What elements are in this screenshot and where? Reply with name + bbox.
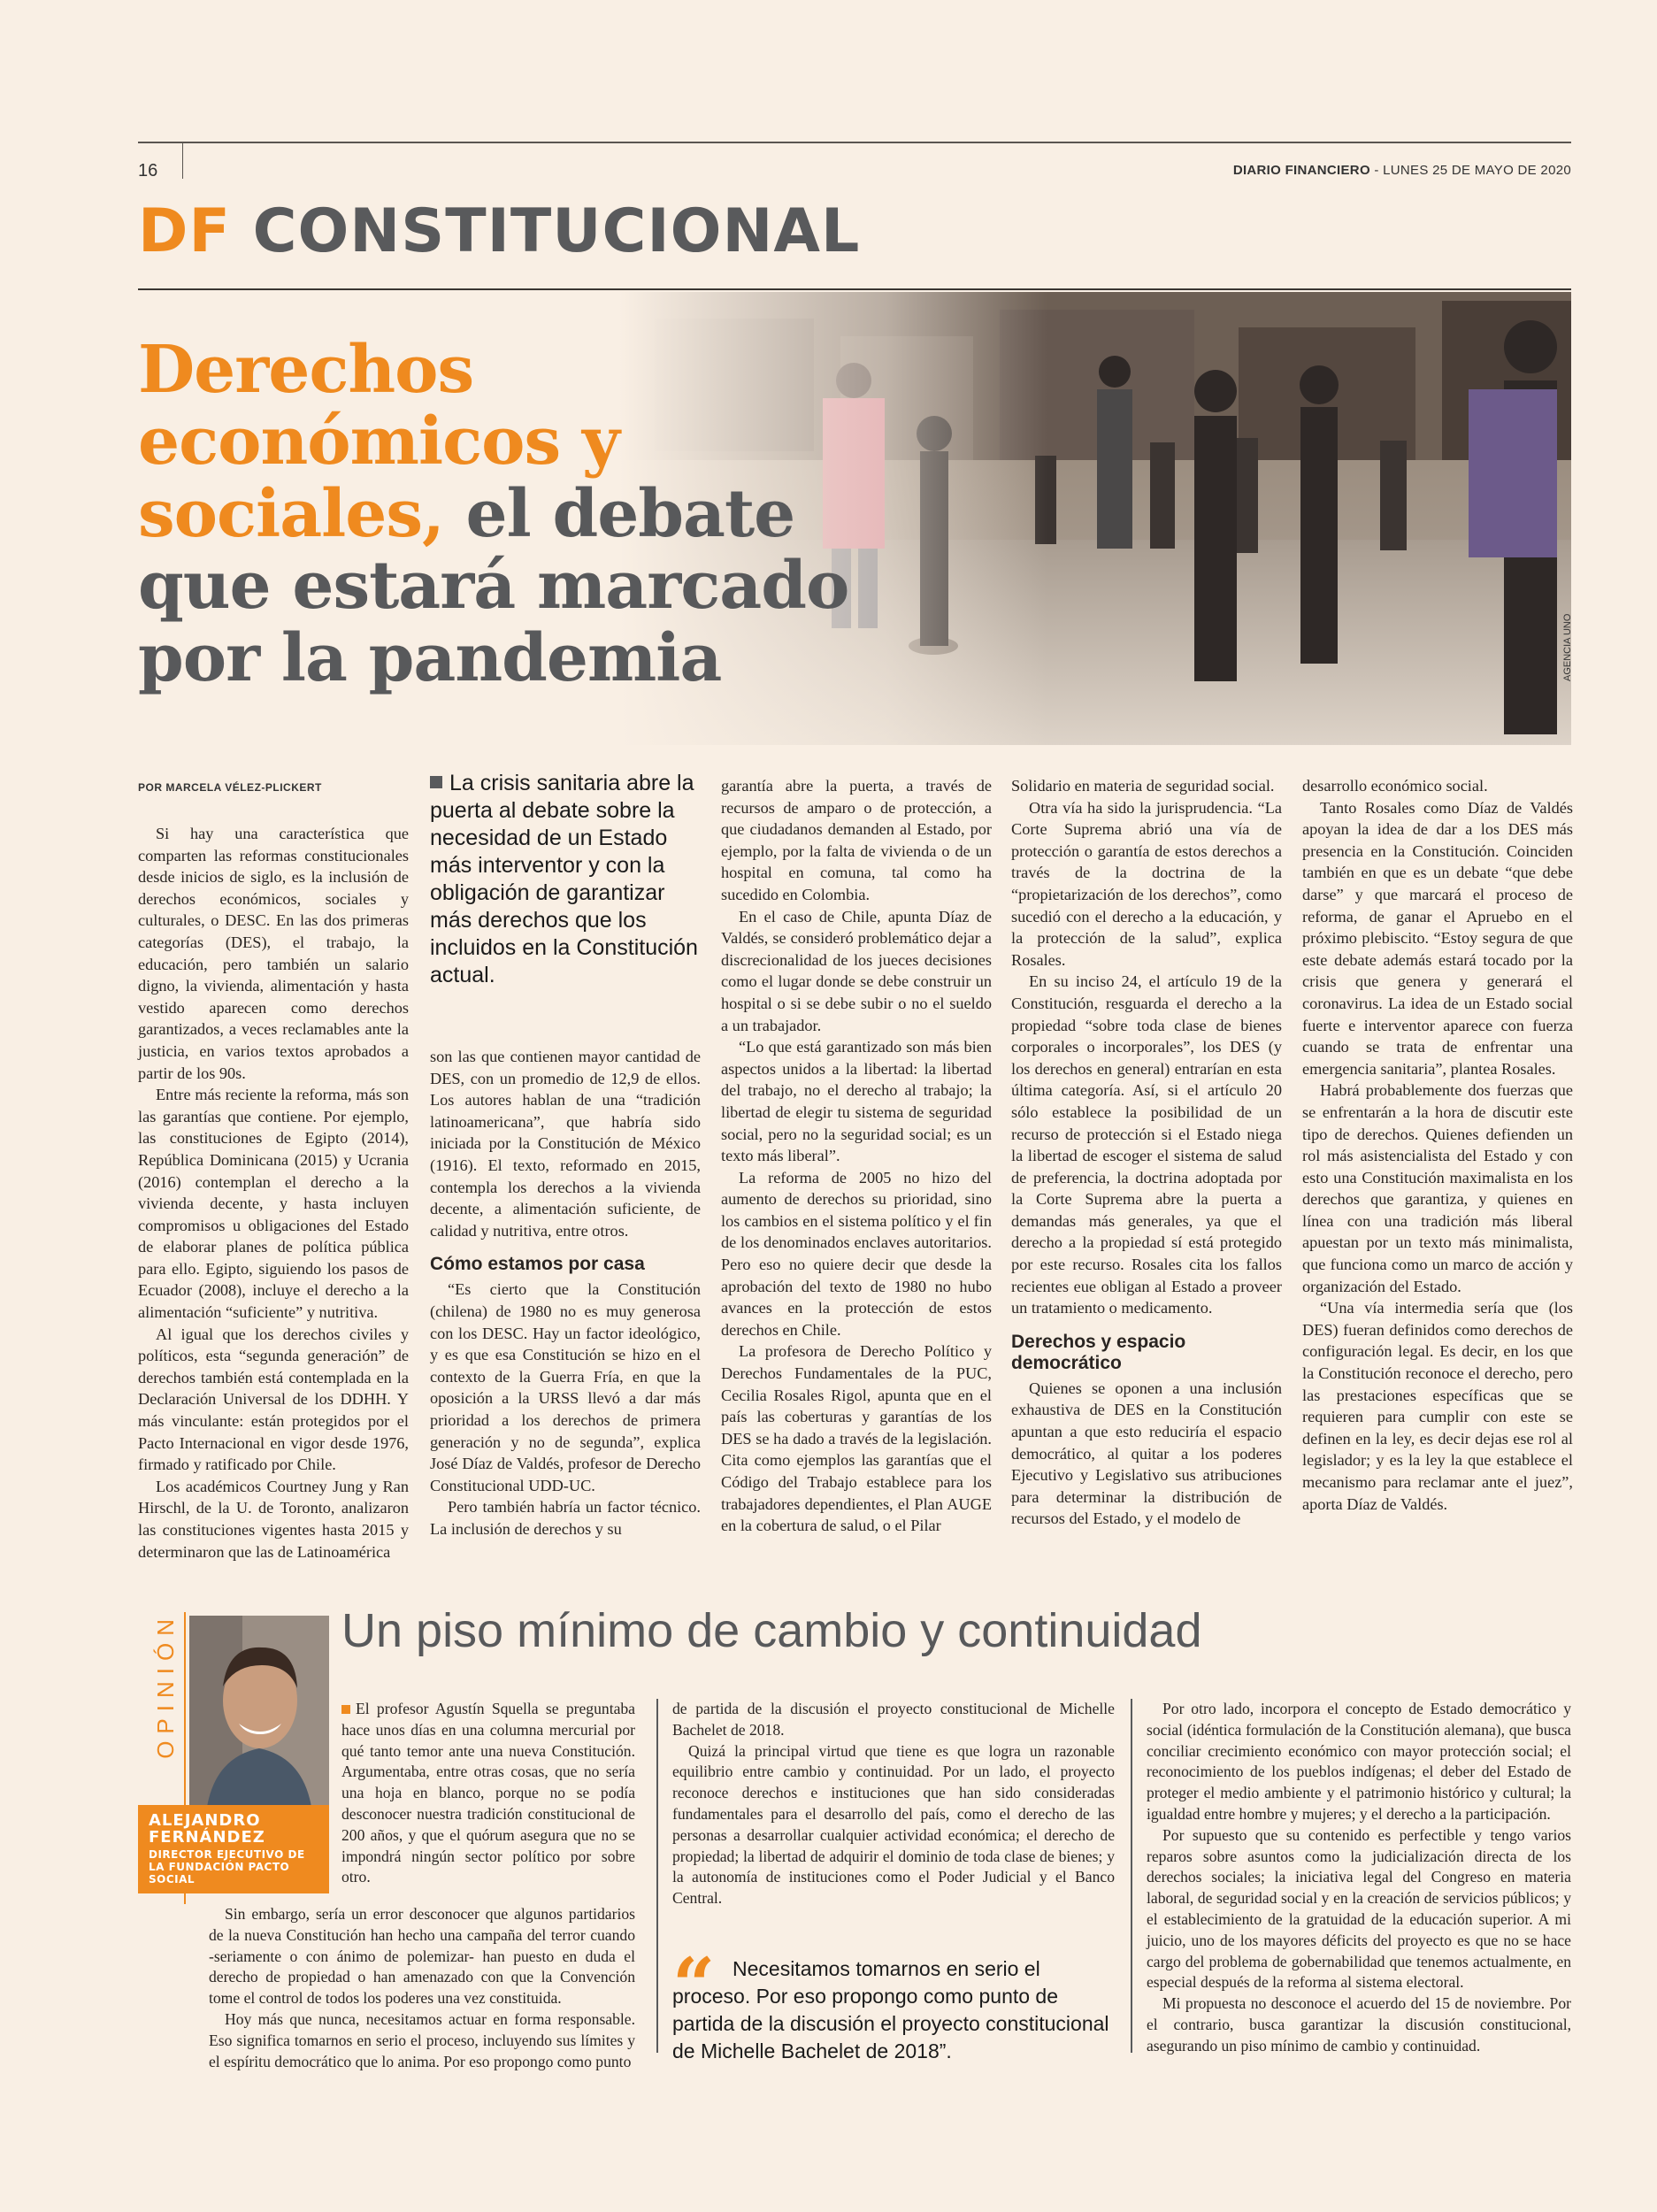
opinion-label: OPINIÓN xyxy=(152,1612,179,1759)
section-name: CONSTITUCIONAL xyxy=(252,196,861,266)
paragraph: de partida de la discusión el proyecto constitucional de Michelle Bachelet de 2018. xyxy=(672,1700,1115,1739)
paragraph: Pero también habría un factor técnico. La inclusión de derechos y su xyxy=(430,1498,701,1538)
paragraph: Por otro lado, incorpora el concepto de Estado democrático y social (idéntica formulación de la Constitución alemana), que busca conciliar crecimiento económico con mayor protección social; el reconocimiento de los pueblos indígenas; el deber del Estado de proteger el medio ambiente y el patrimonio histórico y cultural; la igualdad entre hombre y mujeres; y el derecho a la participación. xyxy=(1147,1700,1571,1823)
paragraph: garantía abre la puerta, a través de recursos de amparo o de protección, a que ciudadanos demanden al Estado, por ejemplo, por la falta de vivienda o de un hospital en comuna, tal como ha sucedido en Colombia. xyxy=(721,777,992,903)
author-role: DIRECTOR EJECUTIVO DE LA FUNDACIÓN PACTO SOCIAL xyxy=(149,1848,305,1886)
paragraph: Si hay una característica que comparten las reformas constitucionales desde inicios de siglo, es la inclusión de derechos económicos, sociales y culturales, o DESC. En las dos primeras categorías (DES), el trabajo, la educación, pero también un salario digno, la vivienda, alimentación y hasta vestido aparecen como derechos garantizados, a veces reclamables ante la justicia, en varios textos aprobados a partir de los 90s. xyxy=(138,825,409,1082)
paragraph: Quienes se oponen a una inclusión exhaustiva de DES en la Constitución apuntan a que esto reduciría el espacio democrático, al quitar a los poderes Ejecutivo y Legislativo sus atribuciones para determinar la distribución de recursos del Estado, y el modelo de xyxy=(1011,1379,1282,1528)
author-box xyxy=(138,1805,329,1893)
pull-quote-text: La crisis sanitaria abre la puerta al debate sobre la necesidad de un Estado más interventor y con la obligación de garantizar más derechos que los incluidos en la Constitución actual. xyxy=(430,771,698,987)
article-column-4 xyxy=(1011,775,1282,1530)
paragraph: desarrollo económico social. xyxy=(1302,777,1488,795)
author-photo xyxy=(189,1616,329,1807)
paragraph: Los académicos Courtney Jung y Ran Hirschl, de la U. de Toronto, analizaron las constituciones vigentes hasta 2015 y determinaron que las de Latinoamérica xyxy=(138,1477,409,1561)
paragraph: Tanto Rosales como Díaz de Valdés apoyan la idea de dar a los DES más presencia en la Constitución. Coinciden también en que es un debate “que debe darse” y que marcará el proceso de reforma, de ganar el Apruebo en el próximo plebiscito. “Estoy segura de que este debate además estará tocado por la crisis que genera y generará el coronavirus. La idea de un Estado social fuerte e interventor aparece con fuerza cuando se trata de enfrentar una emergencia sanitaria”, plantea Rosales. xyxy=(1302,798,1573,1078)
article-column-5 xyxy=(1302,775,1573,1515)
issue-date: - LUNES 25 DE MAYO DE 2020 xyxy=(1369,163,1571,178)
opinion-title: Un piso mínimo de cambio y continuidad xyxy=(341,1604,1202,1657)
paragraph: Hoy más que nunca, necesitamos actuar en forma responsable. Eso significa tomarnos en serio el proceso, incluyendo sus límites y el espíritu democrático que lo anima. Por eso propongo como punto xyxy=(209,2009,635,2070)
paragraph: Mi propuesta no desconoce el acuerdo del 15 de noviembre. Por el contrario, busca garantizar la discusión constitucional, asegurando un piso mínimo de cambio y continuidad. xyxy=(1147,1994,1571,2055)
quote-text: Necesitamos tomarnos en serio el proceso. Por eso propongo como punto de partida de la discusión el proyecto constitucional de Michelle Bachelet de 2018”. xyxy=(672,1957,1109,2062)
page-number: 16 xyxy=(138,161,158,180)
opinion-column-1-top xyxy=(341,1699,635,1888)
author-name: ALEJANDRO FERNÁNDEZ xyxy=(149,1811,265,1847)
paragraph: El profesor Agustín Squella se preguntaba hace unos días en una columna mercurial por qué tanto temor ante una nueva Constitución. Argumentaba, entre otras cosas, que no sería una hoja en blanco, porque no se podía desconocer nuestra tradición constitucional de 200 años, y que el quórum asegura que no se impondrá ningún sector político por sobre otro. xyxy=(341,1700,635,1886)
paragraph: En su inciso 24, el artículo 19 de la Constitución, resguarda el derecho a la propiedad “sobre toda clase de bienes corporales o incorporales”, los DES (y los derechos en general) entrarían en esta última categoría. Así, si el artículo 20 sólo establece la posibilidad de un recurso de protección si el Estado niega la libertad de escoger el sistema de salud de preferencia, la doctrina adoptada por la Corte Suprema abre la puerta a demandas más generales, ya que el derecho a la propiedad sí está protegido por este recurso. Rosales cita los fallos recientes eue obligan al Estado a proveer un tratamiento o medicamento. xyxy=(1011,972,1282,1317)
quote-mark-icon: “ xyxy=(672,1941,716,2029)
paragraph: Habrá probablemente dos fuerzas que se enfrentarán a la hora de discutir este tipo de derechos. Quienes defienden un rol más asistencialista del Estado y con esto una Constitución maximalista en los derechos que garantiza, y quienes en línea con una tradición más liberal apuestan por un texto más minimalista, que funciona como un marco de acción y organización del Estado. xyxy=(1302,1081,1573,1295)
photo-credit: AGENCIA UNO xyxy=(1562,613,1573,681)
subheading: Derechos y espacio democrático xyxy=(1011,1331,1186,1373)
paragraph: La profesora de Derecho Político y Derechos Fundamentales de la PUC, Cecilia Rosales Rigol, apunta que en el país las coberturas y garantías de los DES se ha dado a través de la legislación. Cita como ejemplos las garantías que el Código del Trabajo establece para los trabajadores dependientes, el Plan AUGE en la cobertura de salud, o el Pilar xyxy=(721,1342,992,1535)
headline-highlight: Derechos económicos y sociales, xyxy=(138,332,619,552)
paragraph: Al igual que los derechos civiles y políticos, esta “segunda generación” de derechos también está contemplada en la Declaración Universal de los DDHH. Y más vinculante: están protegidos por el Pacto Internacional en vigor desde 1976, firmado y ratificado por Chile. xyxy=(138,1325,409,1474)
paragraph: Sin embargo, sería un error desconocer que algunos partidarios de la nueva Constitución han hecho una campaña del terror cuando -seriamente o con ánimo de polemizar- han puesto en duda el derecho de propiedad o han amenazado con que la Convención tome el control de todos los poderes una vez constituida. xyxy=(209,1905,635,2008)
paragraph: “Lo que está garantizado son más bien aspectos unidos a la libertad: la libertad del trabajo, no el derecho al trabajo; la libertad de elegir tu sistema de seguridad social, pero no la seguridad social; es un texto más liberal”. xyxy=(721,1038,992,1165)
square-bullet-icon xyxy=(430,776,442,788)
section-prefix: DF xyxy=(138,196,231,266)
header-tick xyxy=(182,142,183,179)
subheading: Cómo estamos por casa xyxy=(430,1254,645,1275)
headline-rest: el debate que estará marcado por la pandemia xyxy=(138,475,849,696)
paragraph: Quizá la principal virtud que tiene es que logra un razonable equilibrio entre cambio y continuidad. Por un lado, el proyecto reconoce derechos e instituciones que han sido consideradas fundamentales para el desarrollo del país, como el derecho de las personas a desarrollar cualquier actividad económica; el derecho de propiedad; la libertad de adquirir el dominio de toda clase de bienes; y la autonomía de instituciones como el Poder Judicial y el Banco Central. xyxy=(672,1741,1115,1908)
paragraph: “Una vía intermedia sería que (los DES) fueran definidos como derechos de configuración legal. Es decir, en los que la Constitución reconoce el derecho, pero las prestaciones específicas que se requieren para cumplir con este se definen en la ley, es decir dejas ese rol al legislador; y es la ley la que establece el mecanismo para reclamar ante el juez”, aporta Díaz de Valdés. xyxy=(1302,1299,1573,1513)
paragraph: son las que contienen mayor cantidad de DES, con un promedio de 12,9 de ellos. Los autores hablan de una “tradición latinoamericana”, que habría sido iniciada por la Constitución de México (1916). El texto, reformado en 2015, contempla los derechos a la vivienda decente, a alimentación suficiente, de calidad y nutritiva, entre otros. xyxy=(430,1048,701,1240)
paragraph: Entre más reciente la reforma, más son las garantías que contiene. Por ejemplo, las constituciones de Egipto (2014), República Dominicana (2015) y Ucrania (2016) contemplan el derecho a la vivienda decente, y hasta incluyen compromisos u obligaciones del Estado de elaborar planes de política pública para ello. Egipto, siguiendo los pasos de Ecuador (2008), incluye el derecho a la alimentación “suficiente” y nutritiva. xyxy=(138,1086,409,1322)
opinion-column-1 xyxy=(209,1904,635,2072)
column-divider xyxy=(656,1699,658,2053)
pull-quote xyxy=(430,770,701,989)
paragraph: Solidario en materia de seguridad social. xyxy=(1011,777,1275,795)
article-column-2 xyxy=(430,1046,701,1540)
paragraph: “Es cierto que la Constitución (chilena) de 1980 no es muy generosa con los DESC. Hay un factor ideológico, y es que esa Constitución se hizo en el contexto de la Guerra Fría, en que la oposición a la URSS llevó a dar más prioridad a los derechos de primera generación y no de segunda”, explica José Díaz de Valdés, profesor de Derecho Constitucional UDD-UC. xyxy=(430,1280,701,1494)
article-column-1 xyxy=(138,823,409,1563)
header-rule xyxy=(138,142,1571,143)
opinion-column-2 xyxy=(672,1699,1115,1909)
opinion-quote xyxy=(672,1941,1115,2065)
opinion-column-3 xyxy=(1147,1699,1571,2057)
paragraph: La reforma de 2005 no hizo del aumento de derechos su prioridad, sino los cambios en el sistema político y el fin de los denominados enclaves autoritarios. Pero eso no quiere decir que desde la aprobación del texto de 1980 no hubo avances en la protección de estos derechos en Chile. xyxy=(721,1168,992,1339)
byline: POR MARCELA VÉLEZ-PLICKERT xyxy=(138,781,322,794)
article-column-3 xyxy=(721,775,992,1537)
paper-name: DIARIO FINANCIERO xyxy=(1232,163,1370,178)
section-title xyxy=(138,196,861,266)
headline xyxy=(138,334,863,695)
square-bullet-icon xyxy=(341,1705,350,1714)
header-info xyxy=(1233,163,1571,178)
section-rule xyxy=(138,288,1571,290)
paragraph: Por supuesto que su contenido es perfectible y tengo varios reparos sobre asuntos como la judicialización directa de los derechos sociales; la iniciativa legal del Congreso en materia laboral, de seguridad social y en la creación de servicios públicos; y el establecimiento de la gratuidad de la educación superior. A mi juicio, uno de los mayores déficits del proyecto es que no se hace cargo del problema de gobernabilidad que tenemos actualmente, en especial después de la reforma al sistema electoral. xyxy=(1147,1825,1571,1992)
paragraph: En el caso de Chile, apunta Díaz de Valdés, se consideró problemático dejar a discrecionalidad de los jueces decisiones como el lugar donde se debe construir un hospital o si se debe subir o no el sueldo a un trabajador. xyxy=(721,907,992,1034)
paragraph: Otra vía ha sido la jurisprudencia. “La Corte Suprema abrió una vía de protección o garantía de estos derechos a través de la doctrina de la “propietarización de los derechos”, como sucedió con el derecho a la educación, y la protección de la salud”, explica Rosales. xyxy=(1011,798,1282,969)
column-divider xyxy=(1131,1699,1132,2053)
